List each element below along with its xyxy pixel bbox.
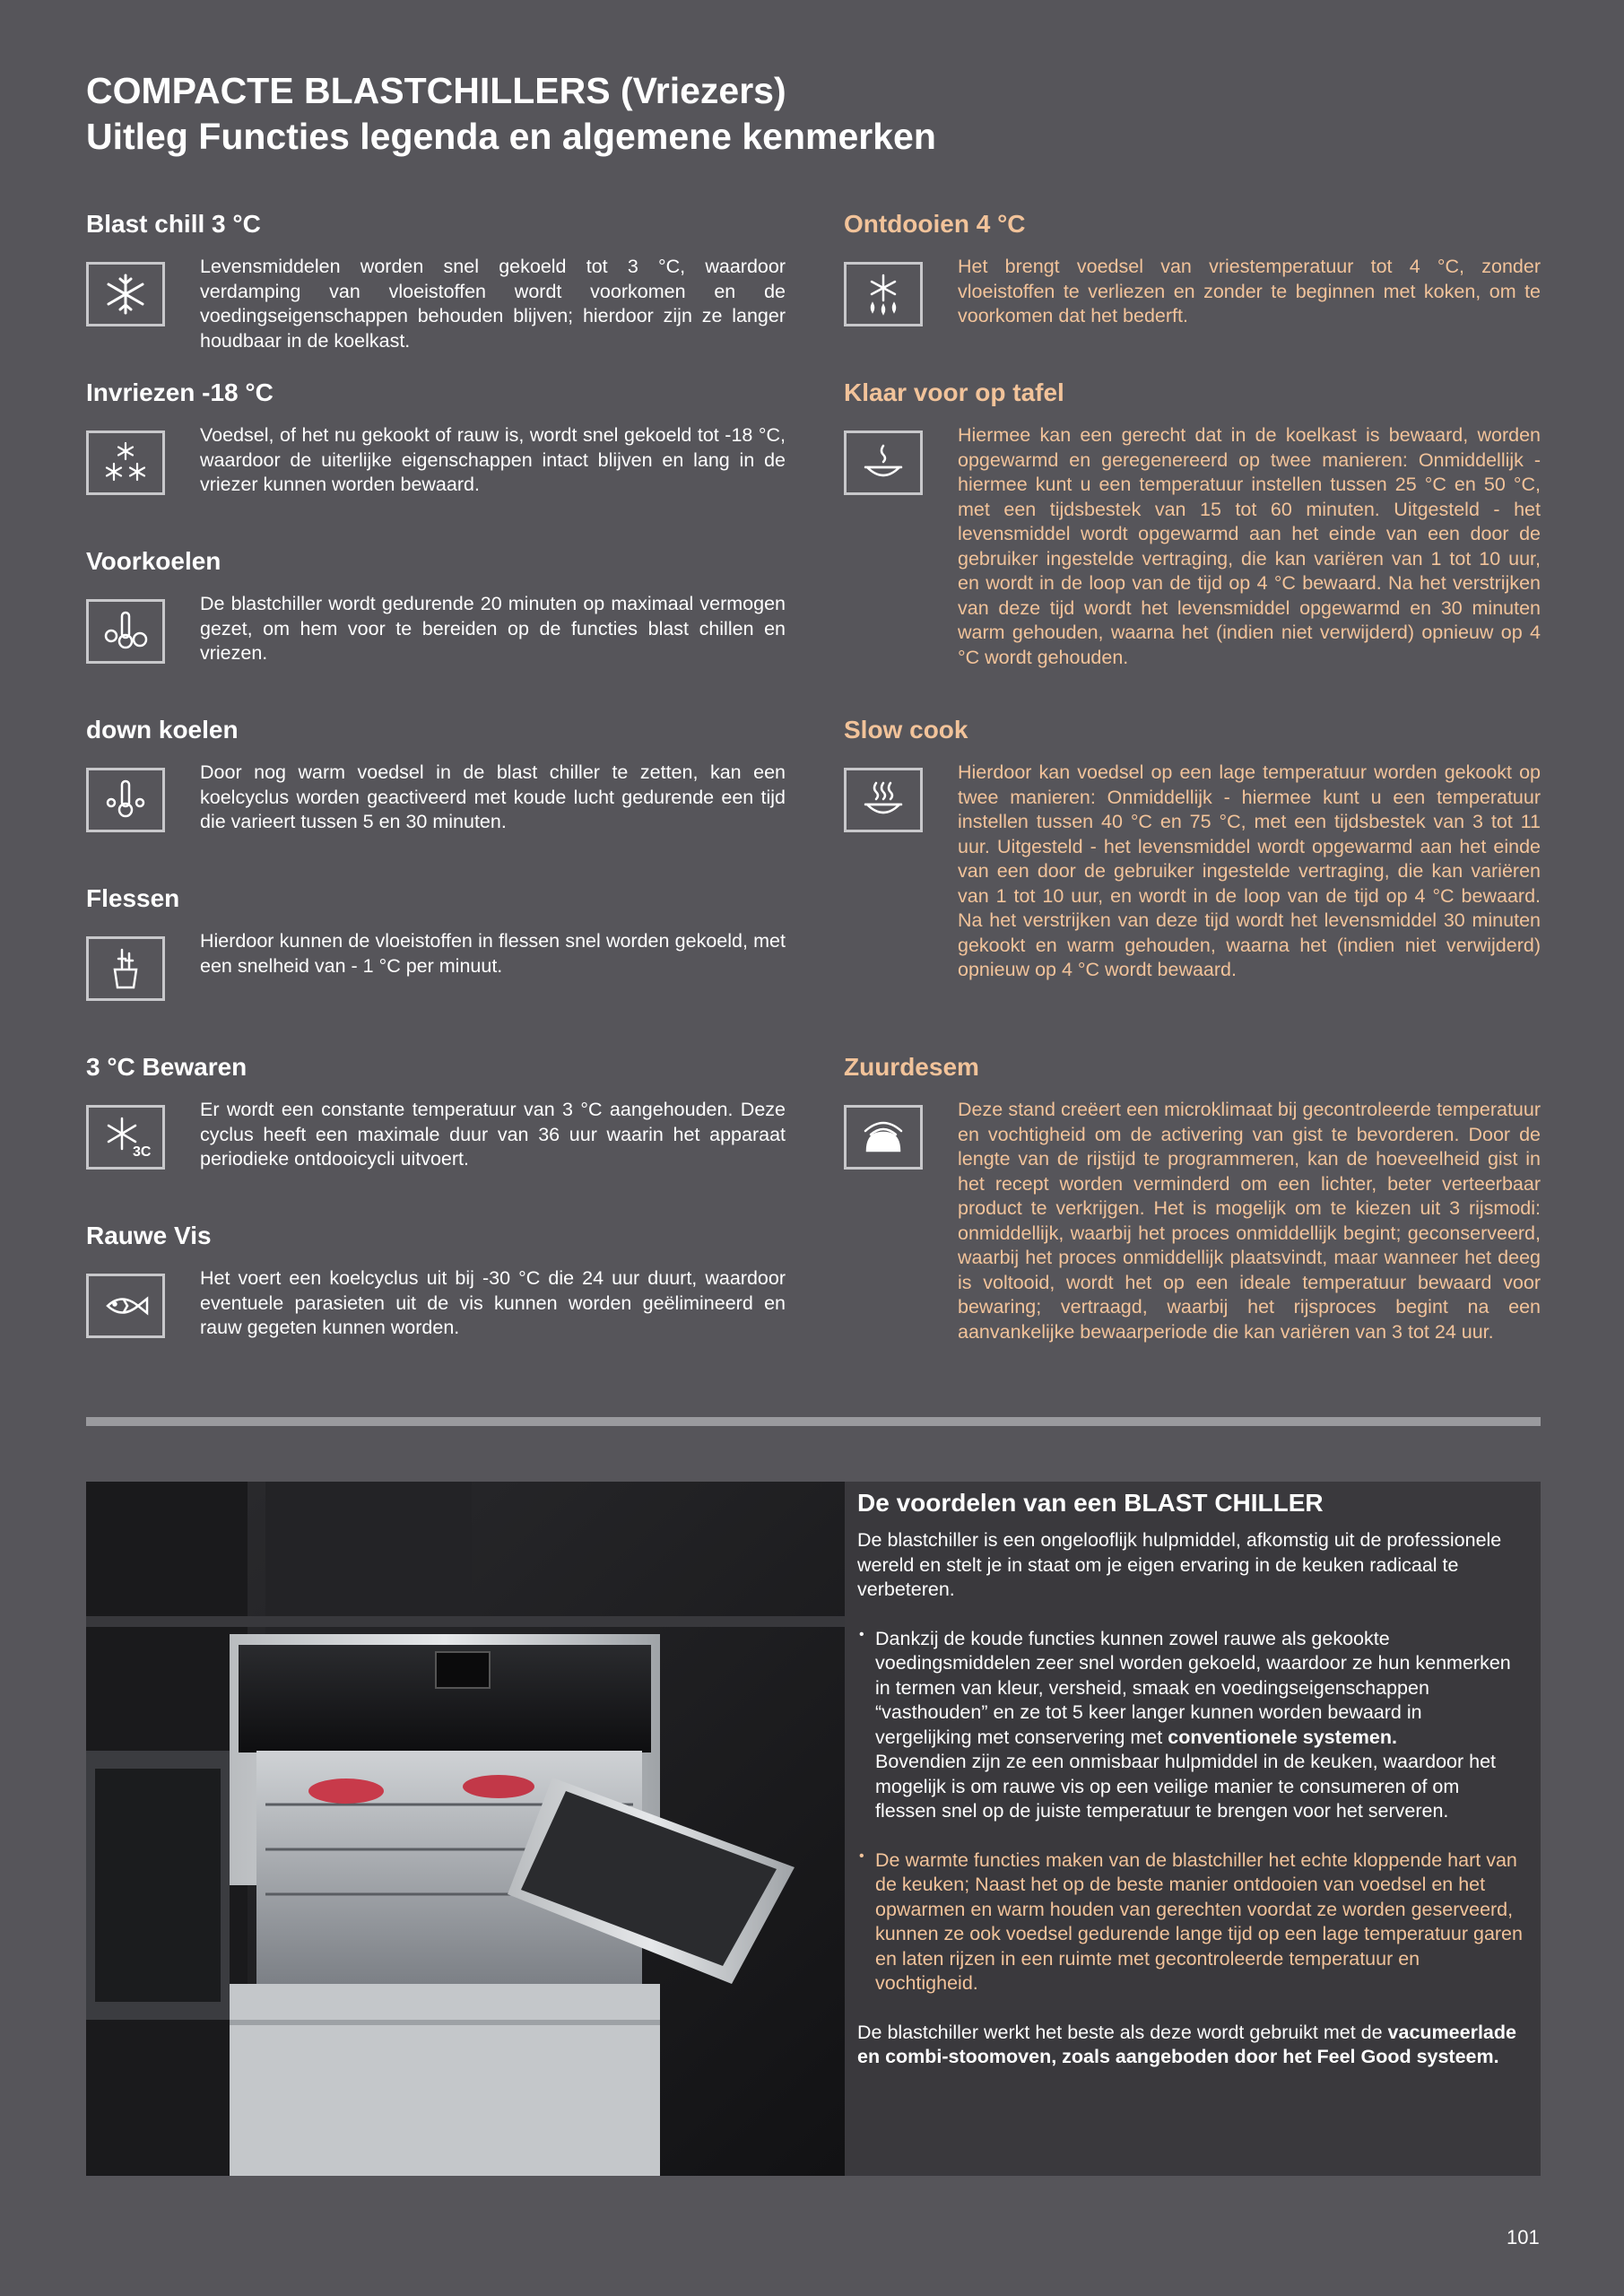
advantages-title: De voordelen van een BLAST CHILLER xyxy=(857,1489,1324,1517)
bullet-dot: • xyxy=(859,1626,864,1642)
section-slow-cook xyxy=(844,714,1541,983)
section-title: Flessen xyxy=(86,884,180,912)
title-line-1: COMPACTE BLASTCHILLERS (Vriezers) xyxy=(86,70,786,111)
svg-text:3C: 3C xyxy=(133,1144,151,1160)
section-flessen xyxy=(86,883,786,978)
section-divider xyxy=(86,1417,1541,1426)
section-voorkoelen xyxy=(86,545,786,666)
section-title: Slow cook xyxy=(844,716,968,744)
section-3c-bewaren xyxy=(86,1051,786,1172)
section-text: Deze stand creëert een microklimaat bij gecontroleerde temperatuur en vochtigheid om de activering van gist te bevorderen. Door de lengte van de rijstijd te programmeren, kan de hoeveelheid gist in het recept worden verminderd om een lichter, beter verteerbaar product te verkrijgen. Het is mogelijk om te kiezen uit 3 rijsmodi: onmiddellijk, waarbij het proces onmiddellijk begint; geconserveerd, waarbij het proces onmiddellijk plaatsvindt, maar wanneer het deeg is voltooid, wordt het op een ideale temperatuur bewaard voor bewaring; vertraagd, waarbij het rijsproces begint na een aanvankelijke bewaarperiode die kan variëren van 3 tot 24 uur. xyxy=(958,1099,1541,1343)
section-zuurdesem xyxy=(844,1051,1541,1344)
section-title: Ontdooien 4 °C xyxy=(844,210,1026,238)
section-klaar-voor-op-tafel xyxy=(844,377,1541,670)
section-title: Rauwe Vis xyxy=(86,1222,212,1249)
thaw-icon xyxy=(844,262,923,326)
section-title: Voorkoelen xyxy=(86,547,221,575)
section-text: Hierdoor kunnen de vloeistoffen in flessen snel worden gekoeld, met een snelheid van - 1 °C per minuut. xyxy=(200,930,786,977)
blast-chiller-photo xyxy=(86,1482,845,2176)
bullet-dot: • xyxy=(859,1848,864,1864)
advantages-panel xyxy=(845,1482,1541,2176)
bottle-cooling-icon xyxy=(86,936,165,1001)
bullet-bold-text: conventionele systemen. xyxy=(1168,1726,1397,1748)
bullet-text: De warmte functies maken van de blastchiller het echte kloppende hart van de keuken; Naast het op de beste manier ontdooien van voedsel en het opwarmen en warm houden van gerechten voordat ze worden geserveerd, kunnen ze ook voedsel gedurende lange tijd op een lage temperatuur garen en laten rijzen in een ruimte met gecontroleerde temperatuur en vochtigheid. xyxy=(875,1848,1523,1994)
section-text: Door nog warm voedsel in de blast chiller te zetten, kan een koelcyclus worden geactiveerd met koude lucht gedurende een tijd die varieert tussen 5 en 30 minuten. xyxy=(200,761,786,832)
page-title xyxy=(86,68,1521,160)
advantages-outro: De blastchiller werkt het beste als deze wordt gebruikt met de xyxy=(857,2021,1383,2043)
fish-icon xyxy=(86,1274,165,1338)
bread-rising-icon xyxy=(844,1105,923,1170)
section-text: De blastchiller wordt gedurende 20 minuten op maximaal vermogen gezet, om hem voor te bereiden op de functies blast chillen en vriezen. xyxy=(200,593,786,664)
section-title: Blast chill 3 °C xyxy=(86,210,261,238)
steaming-dish-icon xyxy=(844,430,923,495)
section-text: Het brengt voedsel van vriestemperatuur tot 4 °C, zonder vloeistoffen te verliezen en zonder te beginnen met koken, om te voorkomen dat het bederft. xyxy=(958,256,1541,326)
cooldown-thermometer-icon xyxy=(86,768,165,832)
section-title: Zuurdesem xyxy=(844,1053,979,1081)
section-text: Hiermee kan een gerecht dat in de koelkast is bewaard, worden opgewarmd en geregenereerd op twee manieren: Onmiddellijk - hiermee kunt u een temperatuur instellen tussen 25 °C en 50 °C, met een tijdsbestek van 15 tot 60 minuten. Uitgesteld - het levensmiddel wordt opgewarmd aan het einde van een door de gebruiker ingestelde vertraging, die kan variëren van 1 tot 10 uur, en wordt in de loop van de tijd op 4 °C bewaard. Na het verstrijken van deze tijd wordt het levensmiddel opgewarmd en 30 minuten warm gehouden, waarna het (indien niet verwijderd) opnieuw op 4 °C wordt gehouden. xyxy=(958,424,1541,668)
section-text: Voedsel, of het nu gekookt of rauw is, wordt snel gekoeld tot -18 °C, waardoor de uiterlijke eigenschappen intact blijven en lang in de vriezer kunnen worden bewaard. xyxy=(200,424,786,495)
section-text: Hierdoor kan voedsel op een lage temperatuur worden gekookt op twee manieren: Onmiddellijk - hiermee kunt u een temperatuur instellen tussen 40 °C en 75 °C, met een tijdsbestek van 3 tot 11 uur. Uitgesteld - het levensmiddel wordt opgewarmd aan het einde van een door de gebruiker ingestelde vertraging, die kan variëren van 1 tot 10 uur, en wordt in de loop van de tijd op 4 °C bewaard. Na het verstrijken van deze tijd wordt het levensmiddel 30 minuten gekookt en warm gehouden, waarna het (indien niet verwijderd) opnieuw op 4 °C wordt bewaard. xyxy=(958,761,1541,980)
section-text: Levensmiddelen worden snel gekoeld tot 3 °C, waardoor verdamping van vloeistoffen wordt voorkomen en de voedingseigenschappen behouden blijven; hierdoor zijn ze langer houdbaar in de koelkast. xyxy=(200,256,786,352)
advantage-bullet-cold xyxy=(857,1627,1523,1824)
section-text: Er wordt een constante temperatuur van 3 °C aangehouden. Deze cyclus heeft een maximale duur van 36 uur waarin het apparaat periodieke ontdooicycli uitvoert. xyxy=(200,1099,786,1170)
bullet-text: Dankzij de koude functies kunnen zowel rauwe als gekookte voedingsmiddelen zeer snel worden gekoeld, waardoor ze hun kenmerken in termen van kleur, versheid, smaak en voedingseigenschappen “vasthouden” en ze tot 5 keer langer kunnen worden bewaard in vergelijking met conservering met xyxy=(875,1627,1511,1748)
snowflake-icon xyxy=(86,262,165,326)
bullet-extra-text: Bovendien zijn ze een onmisbaar hulpmiddel in de keuken, waardoor het mogelijk is om rauwe vis op een veilige manier te consumeren of om flessen snel op de juiste temperatuur te brengen voor het serveren. xyxy=(875,1751,1497,1822)
advantages-outro-bold: vacumeerlade en combi-stoomoven, zoals aangeboden door het Feel Good systeem. xyxy=(857,2021,1516,2067)
section-title: Klaar voor op tafel xyxy=(844,378,1064,406)
precool-thermometer-icon xyxy=(86,599,165,664)
section-rauwe-vis xyxy=(86,1220,786,1341)
section-down-koelen xyxy=(86,714,786,835)
section-ontdooien xyxy=(844,208,1541,329)
advantages-intro: De blastchiller is een ongelooflijk hulpmiddel, afkomstig uit de professionele wereld en stelt je in staat om je eigen ervaring in de keuken radicaal te verbeteren. xyxy=(857,1529,1502,1600)
section-title: 3 °C Bewaren xyxy=(86,1053,248,1081)
triple-snowflake-icon xyxy=(86,430,165,495)
slow-cook-icon xyxy=(844,768,923,832)
section-text: Het voert een koelcyclus uit bij -30 °C die 24 uur duurt, waardoor eventuele parasieten uit de vis kunnen worden geëlimineerd en rauw gegeten kunnen worden. xyxy=(200,1267,786,1338)
section-title: down koelen xyxy=(86,716,239,744)
title-line-2: Uitleg Functies legenda en algemene kenmerken xyxy=(86,116,936,157)
section-title: Invriezen -18 °C xyxy=(86,378,274,406)
page-number: 101 xyxy=(1507,2226,1540,2248)
snowflake-3c-icon xyxy=(86,1105,165,1170)
advantage-bullet-warm xyxy=(857,1848,1523,1996)
section-invriezen xyxy=(86,377,786,498)
section-blast-chill xyxy=(86,208,786,353)
